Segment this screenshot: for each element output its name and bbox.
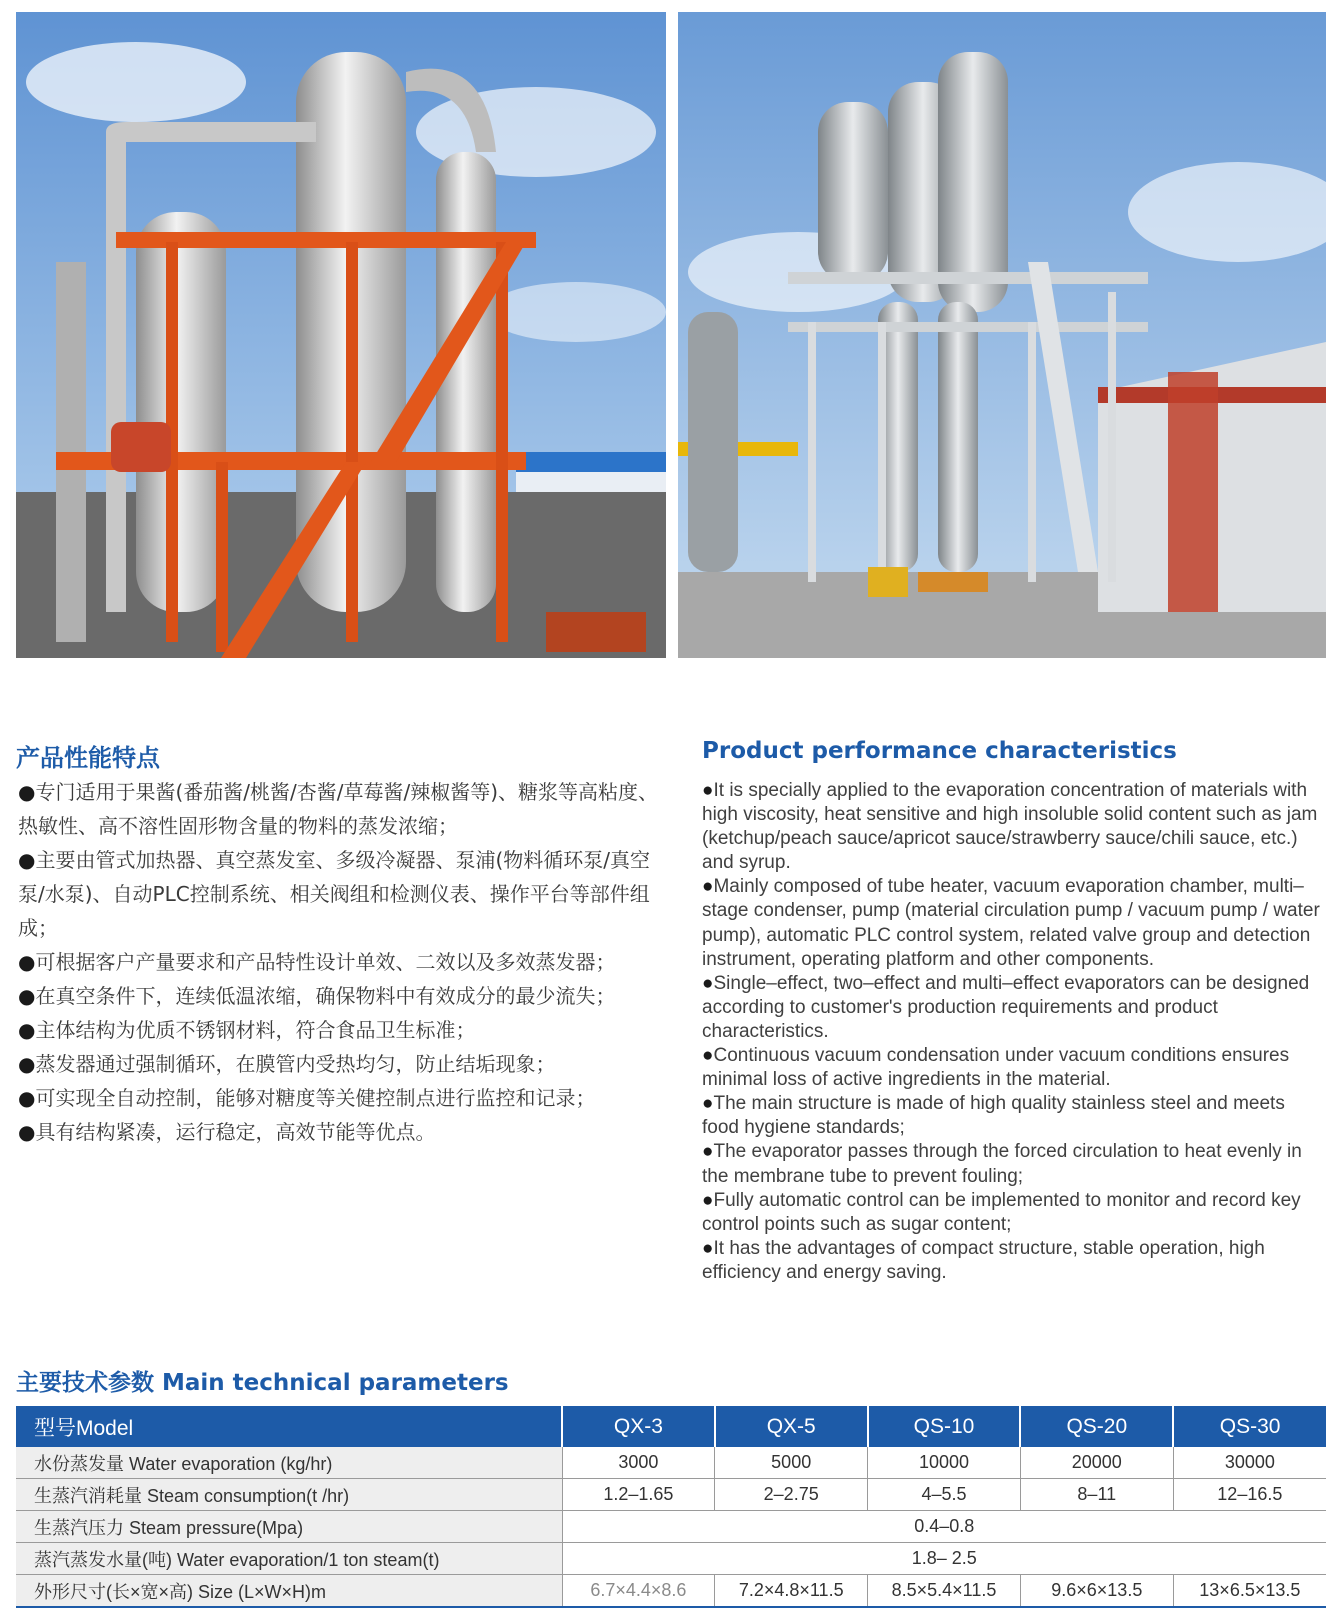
list-item: ●在真空条件下，连续低温浓缩，确保物料中有效成分的最少流失； — [18, 984, 616, 1008]
table-cell: 8.5×5.4×11.5 — [868, 1575, 1021, 1608]
table-cell: 9.6×6×13.5 — [1020, 1575, 1173, 1608]
params-section-title: 主要技术参数 Main technical parameters — [16, 1370, 509, 1396]
list-item: ●具有结构紧凑，运行稳定，高效节能等优点。 — [18, 1120, 436, 1144]
table-cell: 1.2–1.65 — [562, 1479, 715, 1511]
model-column-header: QX-3 — [562, 1406, 715, 1447]
list-item: ●The main structure is made of high quality stainless steel and meets food hygiene standards; — [702, 1093, 1285, 1139]
table-cell-merged: 1.8– 2.5 — [562, 1543, 1326, 1575]
evaporator-plant-steel-frame-photo — [678, 12, 1326, 658]
list-item: ●Mainly composed of tube heater, vacuum evaporation chamber, multi–stage condenser, pump (material circulation pump / vacuum pump / water pump), automatic PLC control system, related valve group and detection instrument, operating platform and other components. — [702, 876, 1320, 970]
list-item: ●Continuous vacuum condensation under vacuum conditions ensures minimal loss of active ingredients in the material. — [702, 1045, 1290, 1091]
list-item: ●主要由管式加热器、真空蒸发室、多级冷凝器、泵浦(物料循环泵/真空泵/水泵)、自动PLC控制系统、相关阀组和检测仪表、操作平台等部件组成； — [18, 848, 650, 940]
row-label: 蒸汽蒸发水量(吨) Water evaporation/1 ton steam(t) — [16, 1543, 562, 1575]
evaporator-plant-orange-frame-photo — [16, 12, 666, 658]
row-label: 水份蒸发量 Water evaporation (kg/hr) — [16, 1447, 562, 1479]
en-feature-list — [702, 779, 1327, 1285]
table-cell: 4–5.5 — [868, 1479, 1021, 1511]
table-row — [16, 1511, 1326, 1543]
table-cell-merged: 0.4–0.8 — [562, 1511, 1326, 1543]
table-cell: 20000 — [1020, 1447, 1173, 1479]
model-column-header: QS-20 — [1020, 1406, 1173, 1447]
list-item: ●The evaporator passes through the forced circulation to heat evenly in the membrane tube to prevent fouling; — [702, 1141, 1302, 1187]
table-cell: 12–16.5 — [1173, 1479, 1326, 1511]
row-label: 生蒸汽消耗量 Steam consumption(t /hr) — [16, 1479, 562, 1511]
table-header-row — [16, 1406, 1326, 1447]
list-item: ●专门适用于果酱(番茄酱/桃酱/杏酱/草莓酱/辣椒酱等)、糖浆等高粘度、热敏性、高不溶性固形物含量的物料的蒸发浓缩； — [18, 780, 659, 838]
row-label: 生蒸汽压力 Steam pressure(Mpa) — [16, 1511, 562, 1543]
list-item: ●Fully automatic control can be implemented to monitor and record key control points such as sugar content; — [702, 1189, 1301, 1235]
list-item: ●It is specially applied to the evaporation concentration of materials with high viscosity, heat sensitive and high insoluble solid content such as jam (ketchup/peach sauce/apricot sauce/strawberry sauce/chili sauce, etc.) and syrup. — [702, 780, 1318, 874]
model-column-header: QS-10 — [868, 1406, 1021, 1447]
params-table — [16, 1406, 1326, 1608]
model-header: 型号Model — [16, 1406, 562, 1447]
list-item: ●Single–effect, two–effect and multi–effect evaporators can be designed according to customer's production requirements and product characteristics. — [702, 972, 1310, 1042]
table-cell: 5000 — [715, 1447, 868, 1479]
table-cell: 8–11 — [1020, 1479, 1173, 1511]
cn-feature-list — [18, 775, 658, 1149]
list-item: ●可实现全自动控制，能够对糖度等关健控制点进行监控和记录； — [18, 1086, 596, 1110]
list-item: ●可根据客户产量要求和产品特性设计单效、二效以及多效蒸发器； — [18, 950, 616, 974]
model-column-header: QX-5 — [715, 1406, 868, 1447]
table-row — [16, 1543, 1326, 1575]
table-cell: 13×6.5×13.5 — [1173, 1575, 1326, 1608]
evaporator-photo-right — [678, 12, 1326, 658]
table-row — [16, 1575, 1326, 1608]
table-cell: 30000 — [1173, 1447, 1326, 1479]
table-cell: 7.2×4.8×11.5 — [715, 1575, 868, 1608]
row-label: 外形尺寸(长×宽×高) Size (L×W×H)m — [16, 1575, 562, 1608]
cn-section-title: 产品性能特点 — [16, 744, 160, 772]
table-row — [16, 1447, 1326, 1479]
list-item: ●It has the advantages of compact structure, stable operation, high efficiency and energy saving. — [702, 1237, 1265, 1283]
table-row — [16, 1479, 1326, 1511]
table-cell: 3000 — [562, 1447, 715, 1479]
table-cell: 2–2.75 — [715, 1479, 868, 1511]
table-cell: 6.7×4.4×8.6 — [562, 1575, 715, 1608]
list-item: ●主体结构为优质不锈钢材料，符合食品卫生标准； — [18, 1018, 476, 1042]
model-column-header: QS-30 — [1173, 1406, 1326, 1447]
evaporator-photo-left — [16, 12, 666, 658]
en-section-title: Product performance characteristics — [702, 738, 1177, 764]
table-cell: 10000 — [868, 1447, 1021, 1479]
list-item: ●蒸发器通过强制循环，在膜管内受热均匀，防止结垢现象； — [18, 1052, 556, 1076]
